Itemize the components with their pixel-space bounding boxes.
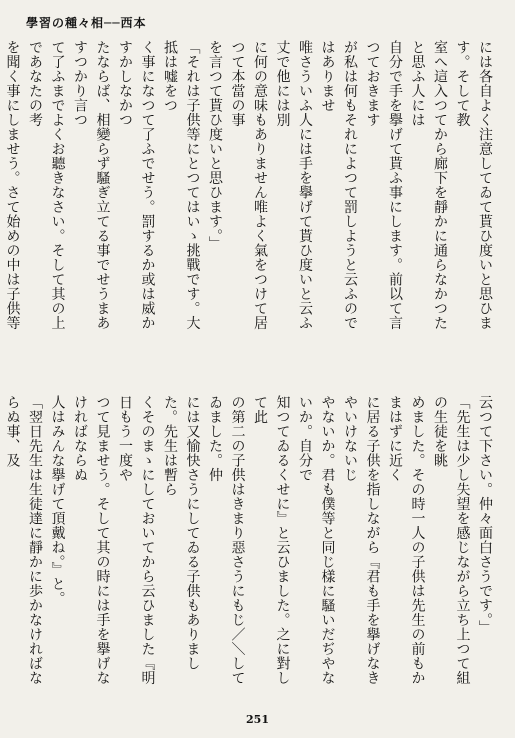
text-line: 云つて下さい。仲々面白さうです。」 — [477, 395, 493, 635]
text-line: 「先生は少し失望を感じながら立ち上つて組の生徒を眺 — [432, 395, 471, 685]
text-line: たならば、相變らず騷ぎ立てる事でせうまあすつかり言つ — [72, 40, 111, 330]
text-line: には各自よく注意してゐて貰ひ度いと思ひます。そして教 — [454, 40, 493, 330]
upper-text-block — [4, 40, 496, 340]
text-line: めました。その時一人の子供は先生の前もかまはずに近く — [387, 395, 426, 685]
text-line: が私は何もそれによつて罰しようと云ふのではありませ — [319, 40, 358, 330]
text-line — [0, 395, 1, 695]
text-line: 自分で手を擧げて貰ふ事にします。前以て言つておきます — [364, 40, 403, 330]
text-line: 「それは子供等にとつてはいゝ挑戰です。大抵は嘘をつ — [162, 40, 201, 330]
text-line: 「翌日先生は生徒達に靜かに歩かなければならぬ事、及 — [4, 395, 43, 685]
running-head: 學習の種々相──西本 — [26, 16, 147, 30]
text-line: て了ふまでよくお聽きなさい。そして其の上であなたの考 — [27, 40, 66, 330]
page-number: 251 — [246, 713, 269, 726]
text-line: 唯さういふ人には手を擧げて貰ひ度いと云ふ丈で他には別 — [274, 40, 313, 330]
text-line: に何の意味もありません唯よく氣をつけて居つて本當の事 — [229, 40, 268, 330]
text-line: に居る子供を指しながら『君も手を擧げなきやいけないじ — [342, 395, 381, 685]
text-line: には又愉快さうにしてゐる子供もありました。先生は暫ら — [162, 395, 201, 671]
text-line: つて見ませう。そして其の時には手を擧げなければならぬ — [72, 395, 111, 685]
text-line: やないか。君も僕等と同じ樣に騷いだぢやないか。自分で — [297, 395, 336, 685]
text-line: 室へ這入つてから廊下を靜かに通らなかつたと思ふ人には — [409, 40, 448, 330]
text-line: 人はみんな擧げて頂戴ね。』と。 — [49, 395, 66, 606]
text-line: くそのまゝにしておいてから云ひました『明日もう一度や — [117, 395, 156, 685]
text-line: く事になつて了ふでせう。罰するか或は威かすかしなかつ — [117, 40, 156, 330]
lower-text-block — [4, 395, 496, 695]
text-line: の第二の子供はきまり惡さうにもじ／＼してゐました。仲 — [207, 395, 246, 685]
text-line: を言つて貰ひ度いと思ひます。」 — [207, 40, 223, 251]
text-line: 知つてゐるくせに』と云ひました。之に對して此 — [252, 395, 291, 685]
text-line: を聞く事にしませう。さて始めの中は子供等 — [4, 40, 21, 330]
